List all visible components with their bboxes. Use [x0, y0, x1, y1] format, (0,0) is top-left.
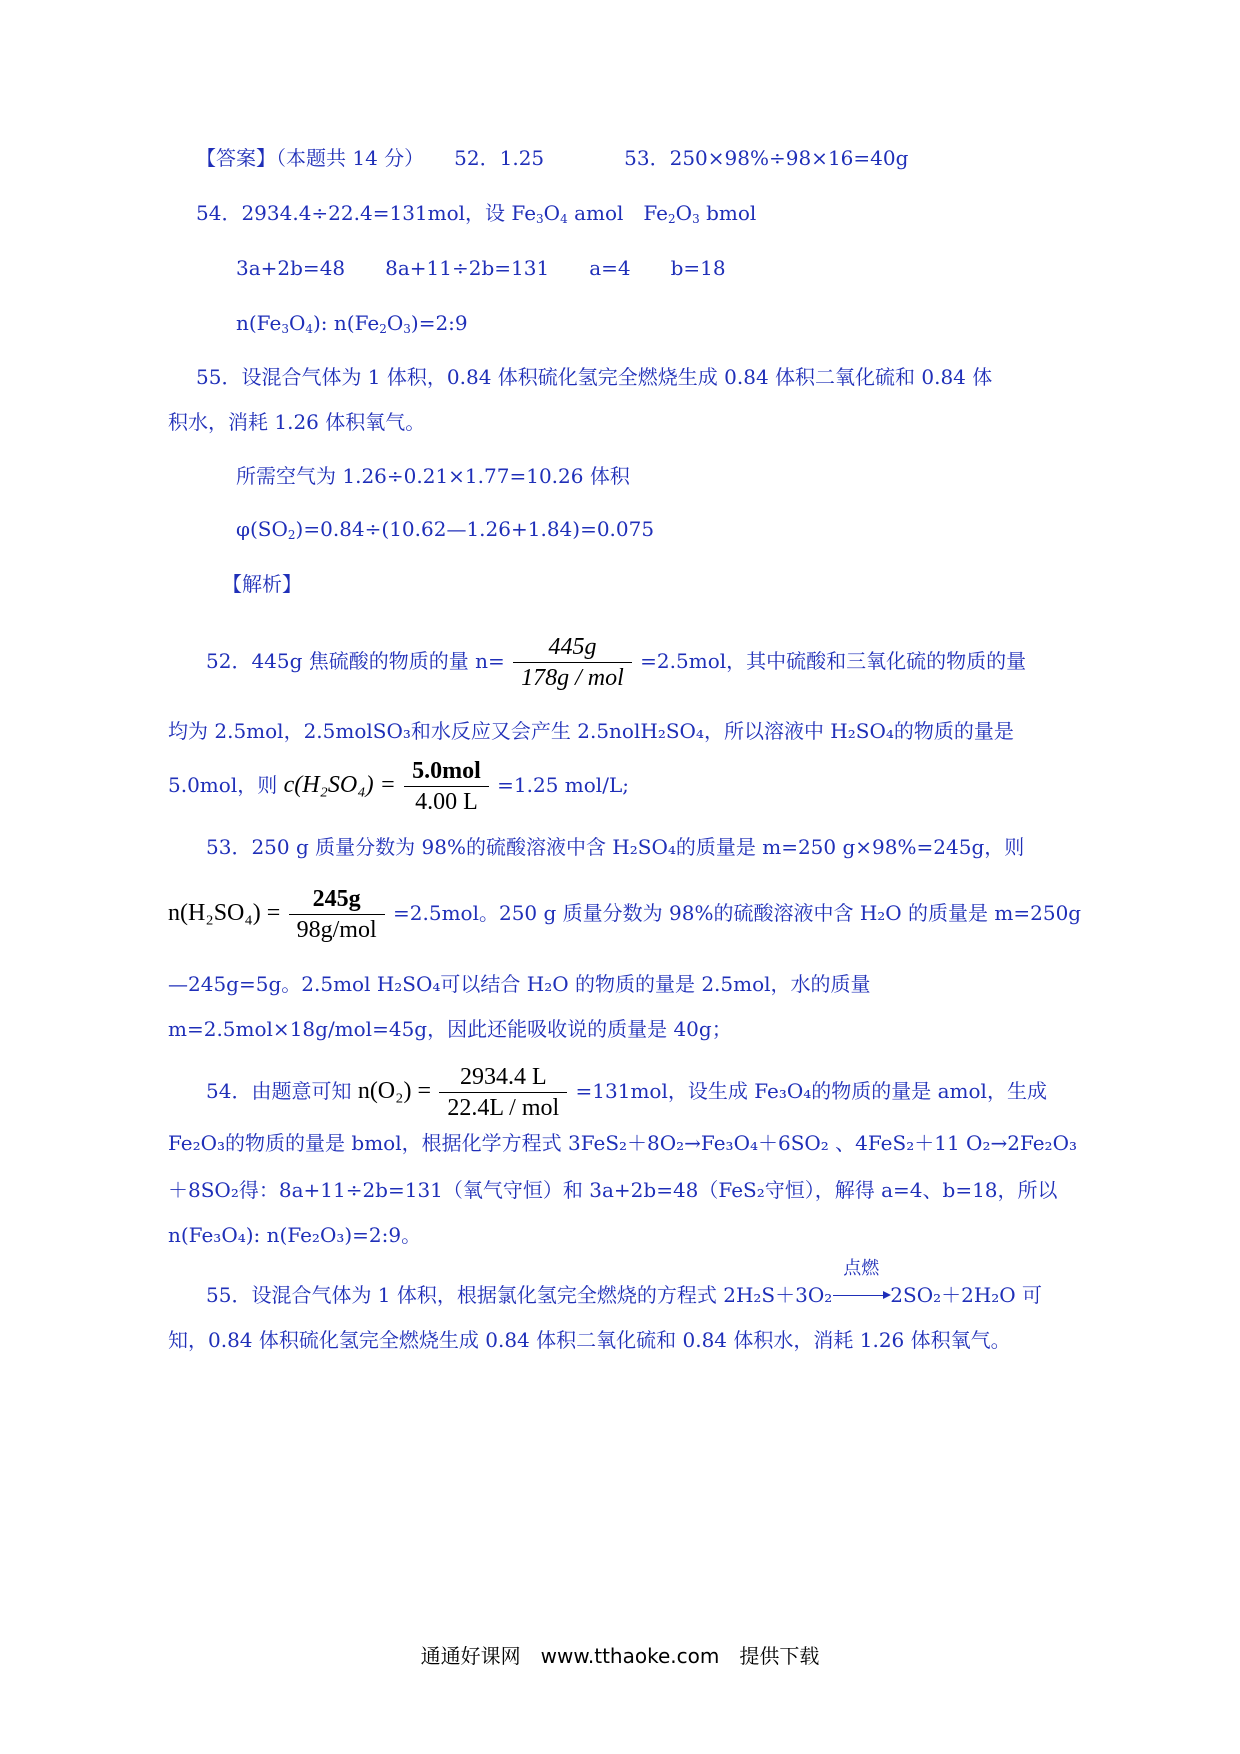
e53-line2: n(H₂SO₄) = $\frac{245g}{\text{98g/mol}}$ =2.5mol。250 g 质量分数为 98%的硫酸溶液中含 H₂O 的质量是 m=250g	[168, 886, 1082, 943]
e54-line4: n(Fe₃O₄): n(Fe₂O₃)=2:9。	[168, 1223, 422, 1247]
q54-ratio: $n(Fe_3O_4)$: $n(Fe_2O_3)=2:9$	[236, 311, 468, 336]
analysis-header: 【解析】	[222, 572, 302, 596]
answer-header: 【答案】（本题共 14 分） 52．1.25 53．250×98%÷98×16=40g	[196, 146, 909, 170]
e53-line3: —245g=5g。2.5mol H₂SO₄可以结合 H₂O 的物质的量是 2.5mol，水的质量	[168, 972, 871, 996]
e54-fraction: $\frac{2934.4 L}{\text{22.4L / mol}}$	[439, 1062, 567, 1123]
q55-line4: $\varphi(SO_2)=0.84\div(10.62—1.26+1.84)=0.075$	[236, 517, 655, 542]
e52-line1: 52．445g 焦硫酸的物质的量 n= $\frac{445g}{\text{178g / mol}}$ =2.5mol，其中硫酸和三氧化硫的物质的量	[206, 634, 1027, 691]
e54-line1: 54．由题意可知 n(O₂) = $\frac{2934.4 L}{\text{22.4L / mol}}$ =131mol，设生成 Fe₃O₄的物质的量是 amol，生成	[206, 1064, 1047, 1121]
q54-line2: 3a+2b=48 8a+11÷2b=131 a=4 b=18	[236, 256, 726, 280]
e53-line1: 53．250 g 质量分数为 98%的硫酸溶液中含 H₂SO₄的质量是 m=250 g×98%=245g，则	[206, 835, 1025, 859]
q55-line2: 积水，消耗 1.26 体积氧气。	[168, 410, 426, 434]
e55-line1: 55．设混合气体为 1 体积，根据氯化氢完全燃烧的方程式 2H₂S＋3O₂ 点燃 2SO₂＋2H₂O 可	[206, 1258, 1043, 1307]
e53-line4: m=2.5mol×18g/mol=45g，因此还能吸收说的质量是 40g；	[168, 1017, 732, 1041]
reaction-arrow: 点燃	[832, 1282, 890, 1308]
e52-line2: 均为 2.5mol，2.5molSO₃和水反应又会产生 2.5nolH₂SO₄，所以溶液中 H₂SO₄的物质的量是	[168, 719, 1014, 743]
e52-fraction: $\frac{445g}{\text{178g / mol}}$	[513, 632, 632, 693]
e52-line3: 5.0mol，则 c(H₂SO₄) = $\frac{\text{5.0mol}}{4.00 L}$ =1.25 mol/L;	[168, 758, 629, 815]
q55-line1: 55．设混合气体为 1 体积，0.84 体积硫化氢完全燃烧生成 0.84 体积二氧化硫和 0.84 体	[196, 365, 993, 389]
q54-line1: 54．2934.4÷22.4=131mol，设 $Fe_3O_4$ amol $Fe_2O_3$ bmol	[196, 201, 757, 226]
e52-concentration-fraction: $\frac{\text{5.0mol}}{4.00 L}$	[404, 756, 489, 817]
e54-line2: Fe₂O₃的物质的量是 bmol，根据化学方程式 3FeS₂＋8O₂→Fe₃O₄＋6SO₂ 、4FeS₂＋11 O₂→2Fe₂O₃	[168, 1131, 1077, 1155]
e55-line2: 知，0.84 体积硫化氢完全燃烧生成 0.84 体积二氧化硫和 0.84 体积水，消耗 1.26 体积氧气。	[168, 1328, 1011, 1352]
page-footer: 通通好课网 www.tthaoke.com 提供下载	[420, 1644, 820, 1668]
q55-line3: 所需空气为 1.26÷0.21×1.77=10.26 体积	[236, 464, 630, 488]
e53-fraction: $\frac{245g}{\text{98g/mol}}$	[289, 884, 385, 945]
arrow-icon	[833, 1295, 889, 1296]
e54-line3: ＋8SO₂得：8a+11÷2b=131（氧气守恒）和 3a+2b=48（FeS₂守恒），解得 a=4、b=18，所以	[168, 1178, 1058, 1202]
